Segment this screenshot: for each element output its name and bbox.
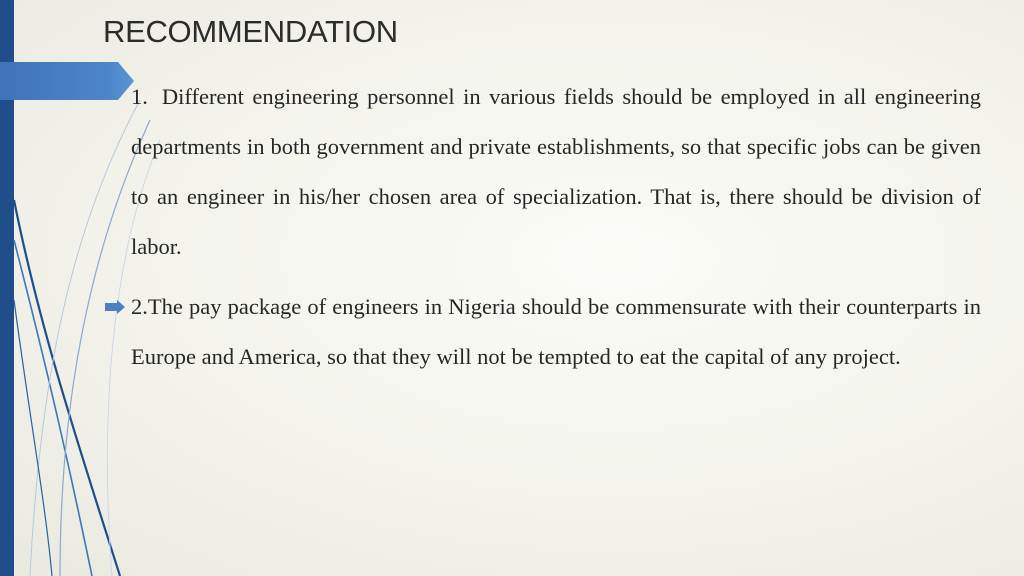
bullet-text: The pay package of engineers in Nigeria should be commensurate with their counterparts in Europe and America, so that they will not be tempted to eat the capital of any project. [131, 294, 981, 369]
slide-content [105, 72, 981, 382]
arrow-bullet-icon [105, 300, 125, 314]
bullet-number: 2. [131, 294, 148, 319]
slide-title: RECOMMENDATION [103, 14, 398, 49]
bullet-number: 1. [131, 84, 148, 109]
bullet-item [105, 282, 981, 382]
bullet-text: Different engineering personnel in various fields should be employed in all engineering departments in both government and private establishments, so that specific jobs can be given to an engineer in his/her chosen area of specialization. That is, there should be division of labor. [131, 84, 981, 259]
bullet-item [105, 72, 981, 272]
